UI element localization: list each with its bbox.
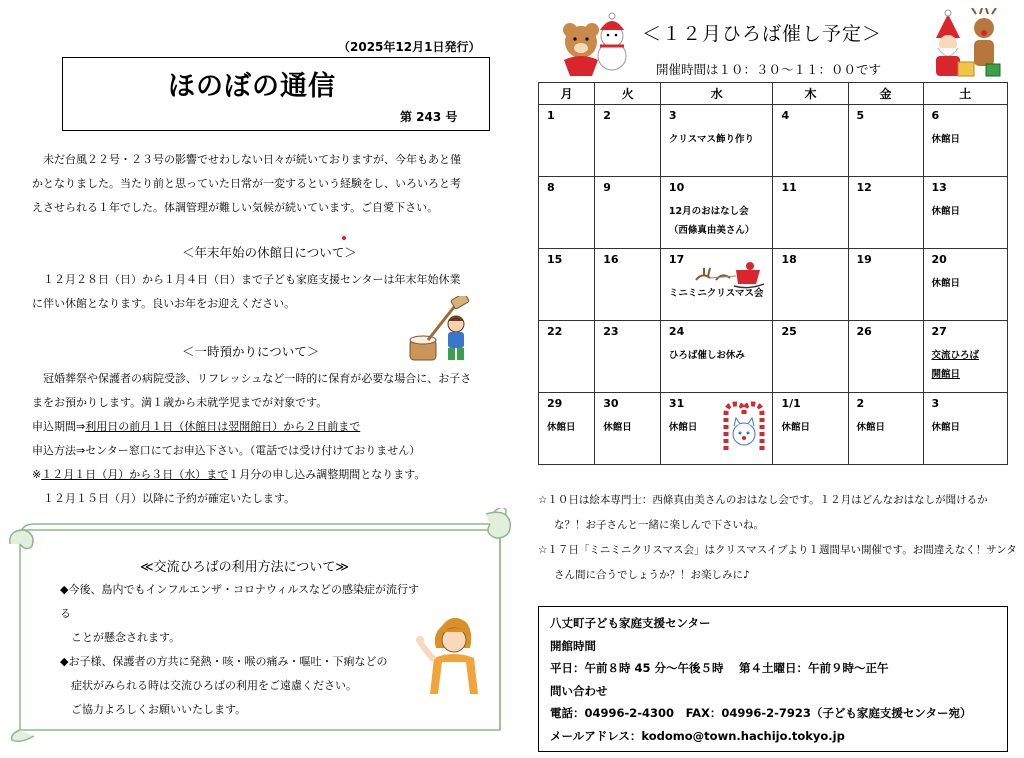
day-number: 22: [547, 325, 563, 338]
note-item: ☆１０日は絵本専門士：西條真由美さんのおはなし会です。１２月はどんなおはなしが聞けるかな？！お子さんと一緒に楽しんで下さいね。: [538, 494, 988, 531]
day-number: 6: [931, 109, 940, 122]
usage-line: 症状がみられる時は交流ひろばの利用をご遠慮ください。: [60, 679, 357, 692]
calendar-week-row: [539, 393, 1008, 465]
contact-info: [550, 612, 971, 747]
day-number: 10: [668, 181, 685, 194]
opening-hours: 平日：午前８時 45 分～午後５時 第４土曜日：午前９時～正午: [550, 661, 889, 675]
intro-line: 未だ台風２２号・２３号の影響でせわしない日々が続いておりますが、今年もあと僅: [32, 153, 461, 166]
day-number: 18: [781, 253, 797, 266]
day-number: 30: [603, 397, 619, 410]
weekday-header: 土: [923, 83, 1007, 105]
event-label: 休館日: [856, 422, 886, 433]
issue-number: 第 243 号: [400, 110, 458, 124]
candy-cane-cat-illustration: [716, 400, 772, 456]
day-number: 15: [547, 253, 563, 266]
adjustment-period: １２月１日（月）から３日（水）まで: [41, 468, 229, 481]
event-label: 休館日: [931, 422, 961, 433]
day-number: 13: [931, 181, 947, 194]
email-address[interactable]: メールアドレス：kodomo@town.hachijo.tokyo.jp: [550, 728, 845, 743]
event-label: 休館日: [931, 134, 961, 145]
calendar-day-cell: [848, 393, 923, 465]
notes: [538, 488, 1018, 588]
application-period: 利用日の前月１日（休館日は翌開館日）から２日前まで: [85, 420, 361, 433]
event-label: 休館日: [668, 422, 698, 433]
calendar-day-cell: [595, 393, 661, 465]
weekday-header: 木: [773, 83, 848, 105]
calendar-day-cell: [595, 249, 661, 321]
calendar-day-cell: [848, 249, 923, 321]
intro-paragraph: [32, 148, 504, 220]
calendar-day-cell: [923, 393, 1007, 465]
calendar-day-cell: [595, 321, 661, 393]
usage-line: ◆お子様、保護者の方共に発熱・咳・喉の痛み・嘔吐・下痢などの: [60, 655, 388, 668]
issue-date: （2025年12月1日発行）: [338, 40, 481, 54]
calendar-day-cell: [773, 177, 848, 249]
day-number: 3: [668, 109, 677, 122]
holiday-line: １２月２８日（日）から１月４日（日）まで子ども家庭支援センターは年末年始休業: [32, 273, 461, 286]
day-number: 20: [931, 253, 947, 266]
sleigh-illustration: [692, 262, 768, 290]
weekday-header: 水: [660, 83, 773, 105]
temp-line-prefix: ※: [32, 468, 42, 481]
weekday-header: 金: [848, 83, 923, 105]
hours-label: 開館時間: [550, 638, 596, 653]
calendar-day-cell: [539, 393, 595, 465]
day-number: 3: [931, 397, 940, 410]
usage-line: ◆今後、島内でもインフルエンザ・コロナウィルスなどの感染症が流行する: [60, 583, 420, 620]
calendar-day-cell: [773, 105, 848, 177]
event-label: 12月のおはなし会: [668, 206, 749, 217]
newsletter-title: ほのぼの通信: [168, 71, 336, 102]
day-number: 2: [856, 397, 865, 410]
day-number: 2: [603, 109, 611, 122]
calendar-day-cell: [848, 321, 923, 393]
calendar-title: ＜１２月ひろば催し予定＞: [642, 23, 883, 45]
calendar-week-row: [539, 321, 1008, 393]
calendar-day-cell: [923, 105, 1007, 177]
temp-line: [32, 415, 504, 439]
event-label: 休館日: [931, 278, 961, 289]
day-number: 1/1: [781, 397, 801, 410]
temp-line-prefix: 申込期間⇒: [32, 420, 86, 433]
phone-fax: 電話：04996-2-4300 FAX：04996-2-7923（子ども家庭支援センター宛）: [550, 706, 972, 720]
calendar-day-cell: [539, 105, 595, 177]
calendar-week-row: [539, 105, 1008, 177]
bear-and-snowman-illustration: [548, 8, 632, 78]
child-pounding-mochi-illustration: [406, 296, 476, 364]
red-dot: [342, 236, 346, 240]
calendar-day-cell: [923, 177, 1007, 249]
day-number: 23: [603, 325, 619, 338]
day-number: 9: [603, 181, 611, 194]
day-number: 12: [856, 181, 872, 194]
day-number: 25: [781, 325, 797, 338]
temp-line: [32, 463, 504, 487]
event-label: 休館日: [781, 422, 810, 433]
temp-line: １２月１５日（月）以降に予約が確定いたします。: [32, 492, 296, 505]
calendar-day-cell: [923, 249, 1007, 321]
day-number: 26: [856, 325, 872, 338]
intro-line: かとなりました。当たり前と思っていた日常が一変するという経験をし、いろいろと考: [32, 177, 461, 190]
calendar-day-cell: [923, 321, 1007, 393]
event-label: 休館日: [603, 422, 632, 433]
day-number: 24: [668, 325, 685, 338]
calendar-day-cell: [773, 249, 848, 321]
day-number: 16: [603, 253, 619, 266]
usage-line: ことが懸念されます。: [60, 631, 181, 644]
day-number: 8: [547, 181, 555, 194]
calendar-day-cell: [539, 321, 595, 393]
calendar-day-cell: [773, 321, 848, 393]
temp-line-suffix: １月分の申し込み調整期間となります。: [228, 468, 426, 481]
note-item: ☆１７日「ミニミニクリスマス会」はクリスマスイブより１週間早い開催です。お間違えなく！サンタさん間に合うでしょうか？！お楽しみに♪: [538, 544, 1017, 581]
day-number: 29: [547, 397, 563, 410]
event-calendar: [538, 82, 1008, 465]
event-label: ミニミニクリスマス会: [668, 288, 764, 299]
calendar-week-row: [539, 249, 1008, 321]
temp-line: まをお預かりします。満１歳から未就学児までが対象です。: [32, 396, 328, 409]
calendar-week-row: [539, 177, 1008, 249]
event-time: 開催時間は１０：３０～１１：００です: [656, 62, 882, 77]
inquiry-label: 問い合わせ: [550, 683, 608, 698]
intro-line: えさせられる１年でした。体調管理が難しい気候が続いています。ご自愛下さい。: [32, 201, 439, 214]
day-number: 1: [547, 109, 555, 122]
temp-line: 申込方法⇒センター窓口にてお申込下さい。（電話では受け付けておりません）: [32, 444, 421, 457]
event-label: 休館日: [547, 422, 576, 433]
day-number: 5: [856, 109, 865, 122]
day-number: 31: [668, 397, 685, 410]
day-number: 11: [781, 181, 797, 194]
calendar-day-cell: [660, 177, 773, 249]
event-label: 開館日: [931, 369, 961, 380]
weekday-header: 火: [595, 83, 661, 105]
santa-and-reindeer-illustration: [928, 8, 1004, 78]
calendar-day-cell: [539, 177, 595, 249]
calendar-day-cell: [848, 177, 923, 249]
weekday-header: 月: [539, 83, 595, 105]
day-number: 27: [931, 325, 947, 338]
event-label: クリスマス飾り作り: [668, 134, 755, 145]
calendar-day-cell: [773, 393, 848, 465]
event-label: 交流ひろば: [931, 350, 980, 361]
calendar-day-cell: [848, 105, 923, 177]
event-label: （西條真由美さん）: [668, 225, 755, 236]
temporary-care-body: [32, 367, 504, 511]
holiday-heading: ＜年末年始の休館日について＞: [182, 245, 357, 260]
weekday-header-row: [539, 83, 1008, 105]
day-number: 19: [856, 253, 872, 266]
temporary-care-heading: ＜一時預かりについて＞: [182, 344, 320, 359]
day-number: 4: [781, 109, 790, 122]
calendar-day-cell: [595, 105, 661, 177]
usage-line: ご協力よろしくお願いいたします。: [60, 703, 247, 716]
usage-body: [60, 578, 430, 722]
holiday-line: に伴い休館となります。良いお年をお迎えください。: [32, 297, 296, 310]
usage-heading: ≪交流ひろばの利用方法について≫: [140, 560, 349, 575]
event-label: ひろば催しお休み: [668, 350, 745, 361]
event-label: 休館日: [931, 206, 961, 217]
temp-line: 冠婚葬祭や保護者の病院受診、リフレッシュなど一時的に保育が必要な場合に、お子さ: [32, 372, 472, 385]
day-number: 17: [668, 253, 685, 266]
calendar-day-cell: [660, 321, 773, 393]
waving-woman-illustration: [412, 612, 492, 694]
calendar-day-cell: [595, 177, 661, 249]
calendar-day-cell: [660, 105, 773, 177]
calendar-day-cell: [539, 249, 595, 321]
center-name: 八丈町子ども家庭支援センター: [550, 616, 711, 630]
